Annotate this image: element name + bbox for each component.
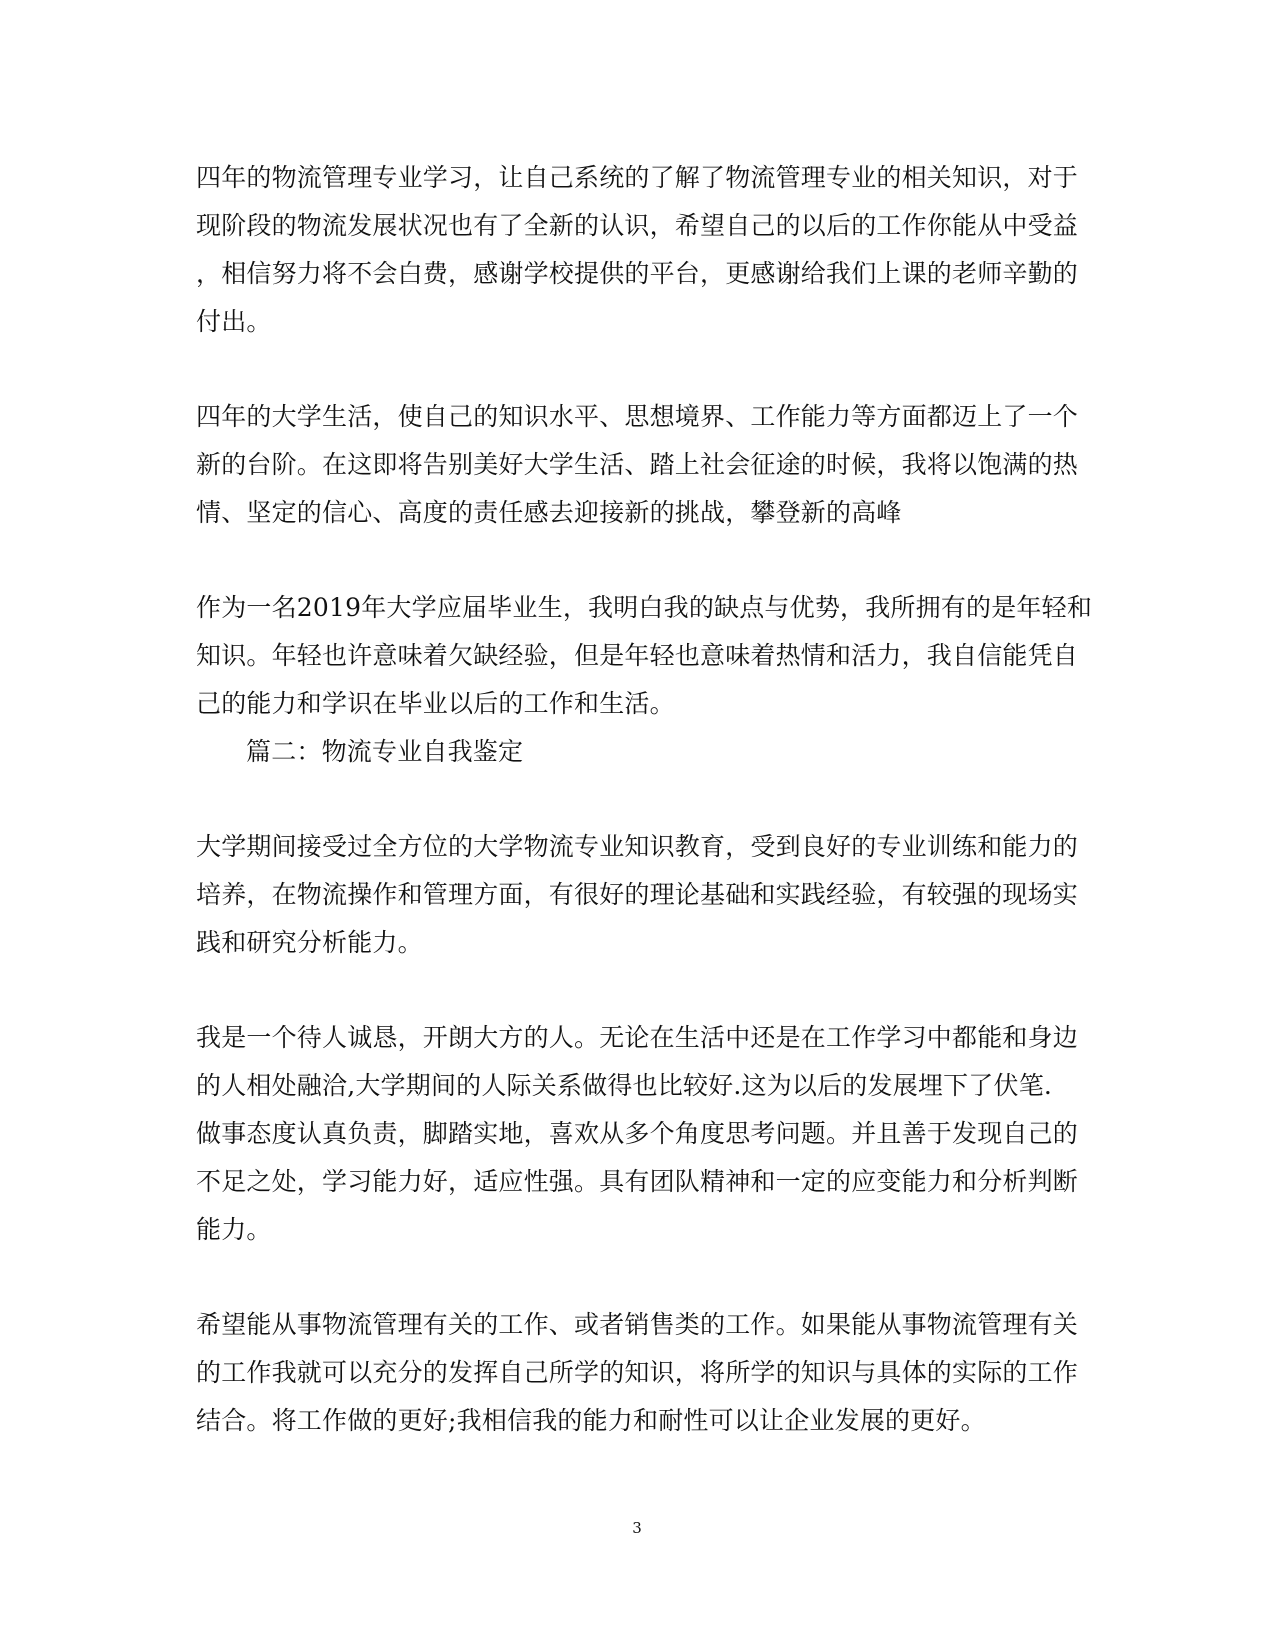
- paragraph-4-line-2: 培养，在物流操作和管理方面，有很好的理论基础和实践经验，有较强的现场实: [196, 880, 1079, 909]
- page-number: 3: [632, 1519, 642, 1537]
- paragraph-5-line-1: 我是一个待人诚恳，开朗大方的人。无论在生活中还是在工作学习中都能和身边: [196, 1023, 1079, 1052]
- paragraph-5-line-5: 能力。: [196, 1215, 272, 1244]
- paragraph-3-line-2: 知识。年轻也许意味着欠缺经验，但是年轻也意味着热情和活力，我自信能凭自: [196, 641, 1079, 670]
- paragraph-2-line-2: 新的台阶。在这即将告别美好大学生活、踏上社会征途的时候，我将以饱满的热: [196, 450, 1079, 479]
- section-heading: 篇二：物流专业自我鉴定: [246, 737, 524, 766]
- paragraph-5-line-2: 的人相处融洽,大学期间的人际关系做得也比较好.这为以后的发展埋下了伏笔.: [196, 1071, 1053, 1100]
- paragraph-1-line-1: 四年的物流管理专业学习，让自己系统的了解了物流管理专业的相关知识，对于: [196, 163, 1079, 192]
- paragraph-2-line-1: 四年的大学生活，使自己的知识水平、思想境界、工作能力等方面都迈上了一个: [196, 402, 1079, 431]
- paragraph-6-line-2: 的工作我就可以充分的发挥自己所学的知识，将所学的知识与具体的实际的工作: [196, 1358, 1079, 1387]
- paragraph-3-line-3: 己的能力和学识在毕业以后的工作和生活。: [196, 689, 675, 718]
- paragraph-2-line-3: 情、坚定的信心、高度的责任感去迎接新的挑战，攀登新的高峰: [196, 498, 902, 527]
- paragraph-3-line-1: 作为一名2019年大学应届毕业生，我明白我的缺点与优势，我所拥有的是年轻和: [196, 593, 1093, 622]
- paragraph-1-line-3: ，相信努力将不会白费，感谢学校提供的平台，更感谢给我们上课的老师辛勤的: [196, 259, 1079, 288]
- paragraph-1-line-4: 付出。: [196, 307, 272, 336]
- paragraph-5-line-3: 做事态度认真负责，脚踏实地，喜欢从多个角度思考问题。并且善于发现自己的: [196, 1119, 1079, 1148]
- paragraph-5-line-4: 不足之处，学习能力好，适应性强。具有团队精神和一定的应变能力和分析判断: [196, 1167, 1079, 1196]
- paragraph-1-line-2: 现阶段的物流发展状况也有了全新的认识，希望自己的以后的工作你能从中受益: [196, 211, 1079, 240]
- paragraph-6-line-3: 结合。将工作做的更好;我相信我的能力和耐性可以让企业发展的更好。: [196, 1406, 986, 1435]
- paragraph-4-line-1: 大学期间接受过全方位的大学物流专业知识教育，受到良好的专业训练和能力的: [196, 832, 1079, 861]
- paragraph-4-line-3: 践和研究分析能力。: [196, 928, 423, 957]
- paragraph-6-line-1: 希望能从事物流管理有关的工作、或者销售类的工作。如果能从事物流管理有关: [196, 1310, 1079, 1339]
